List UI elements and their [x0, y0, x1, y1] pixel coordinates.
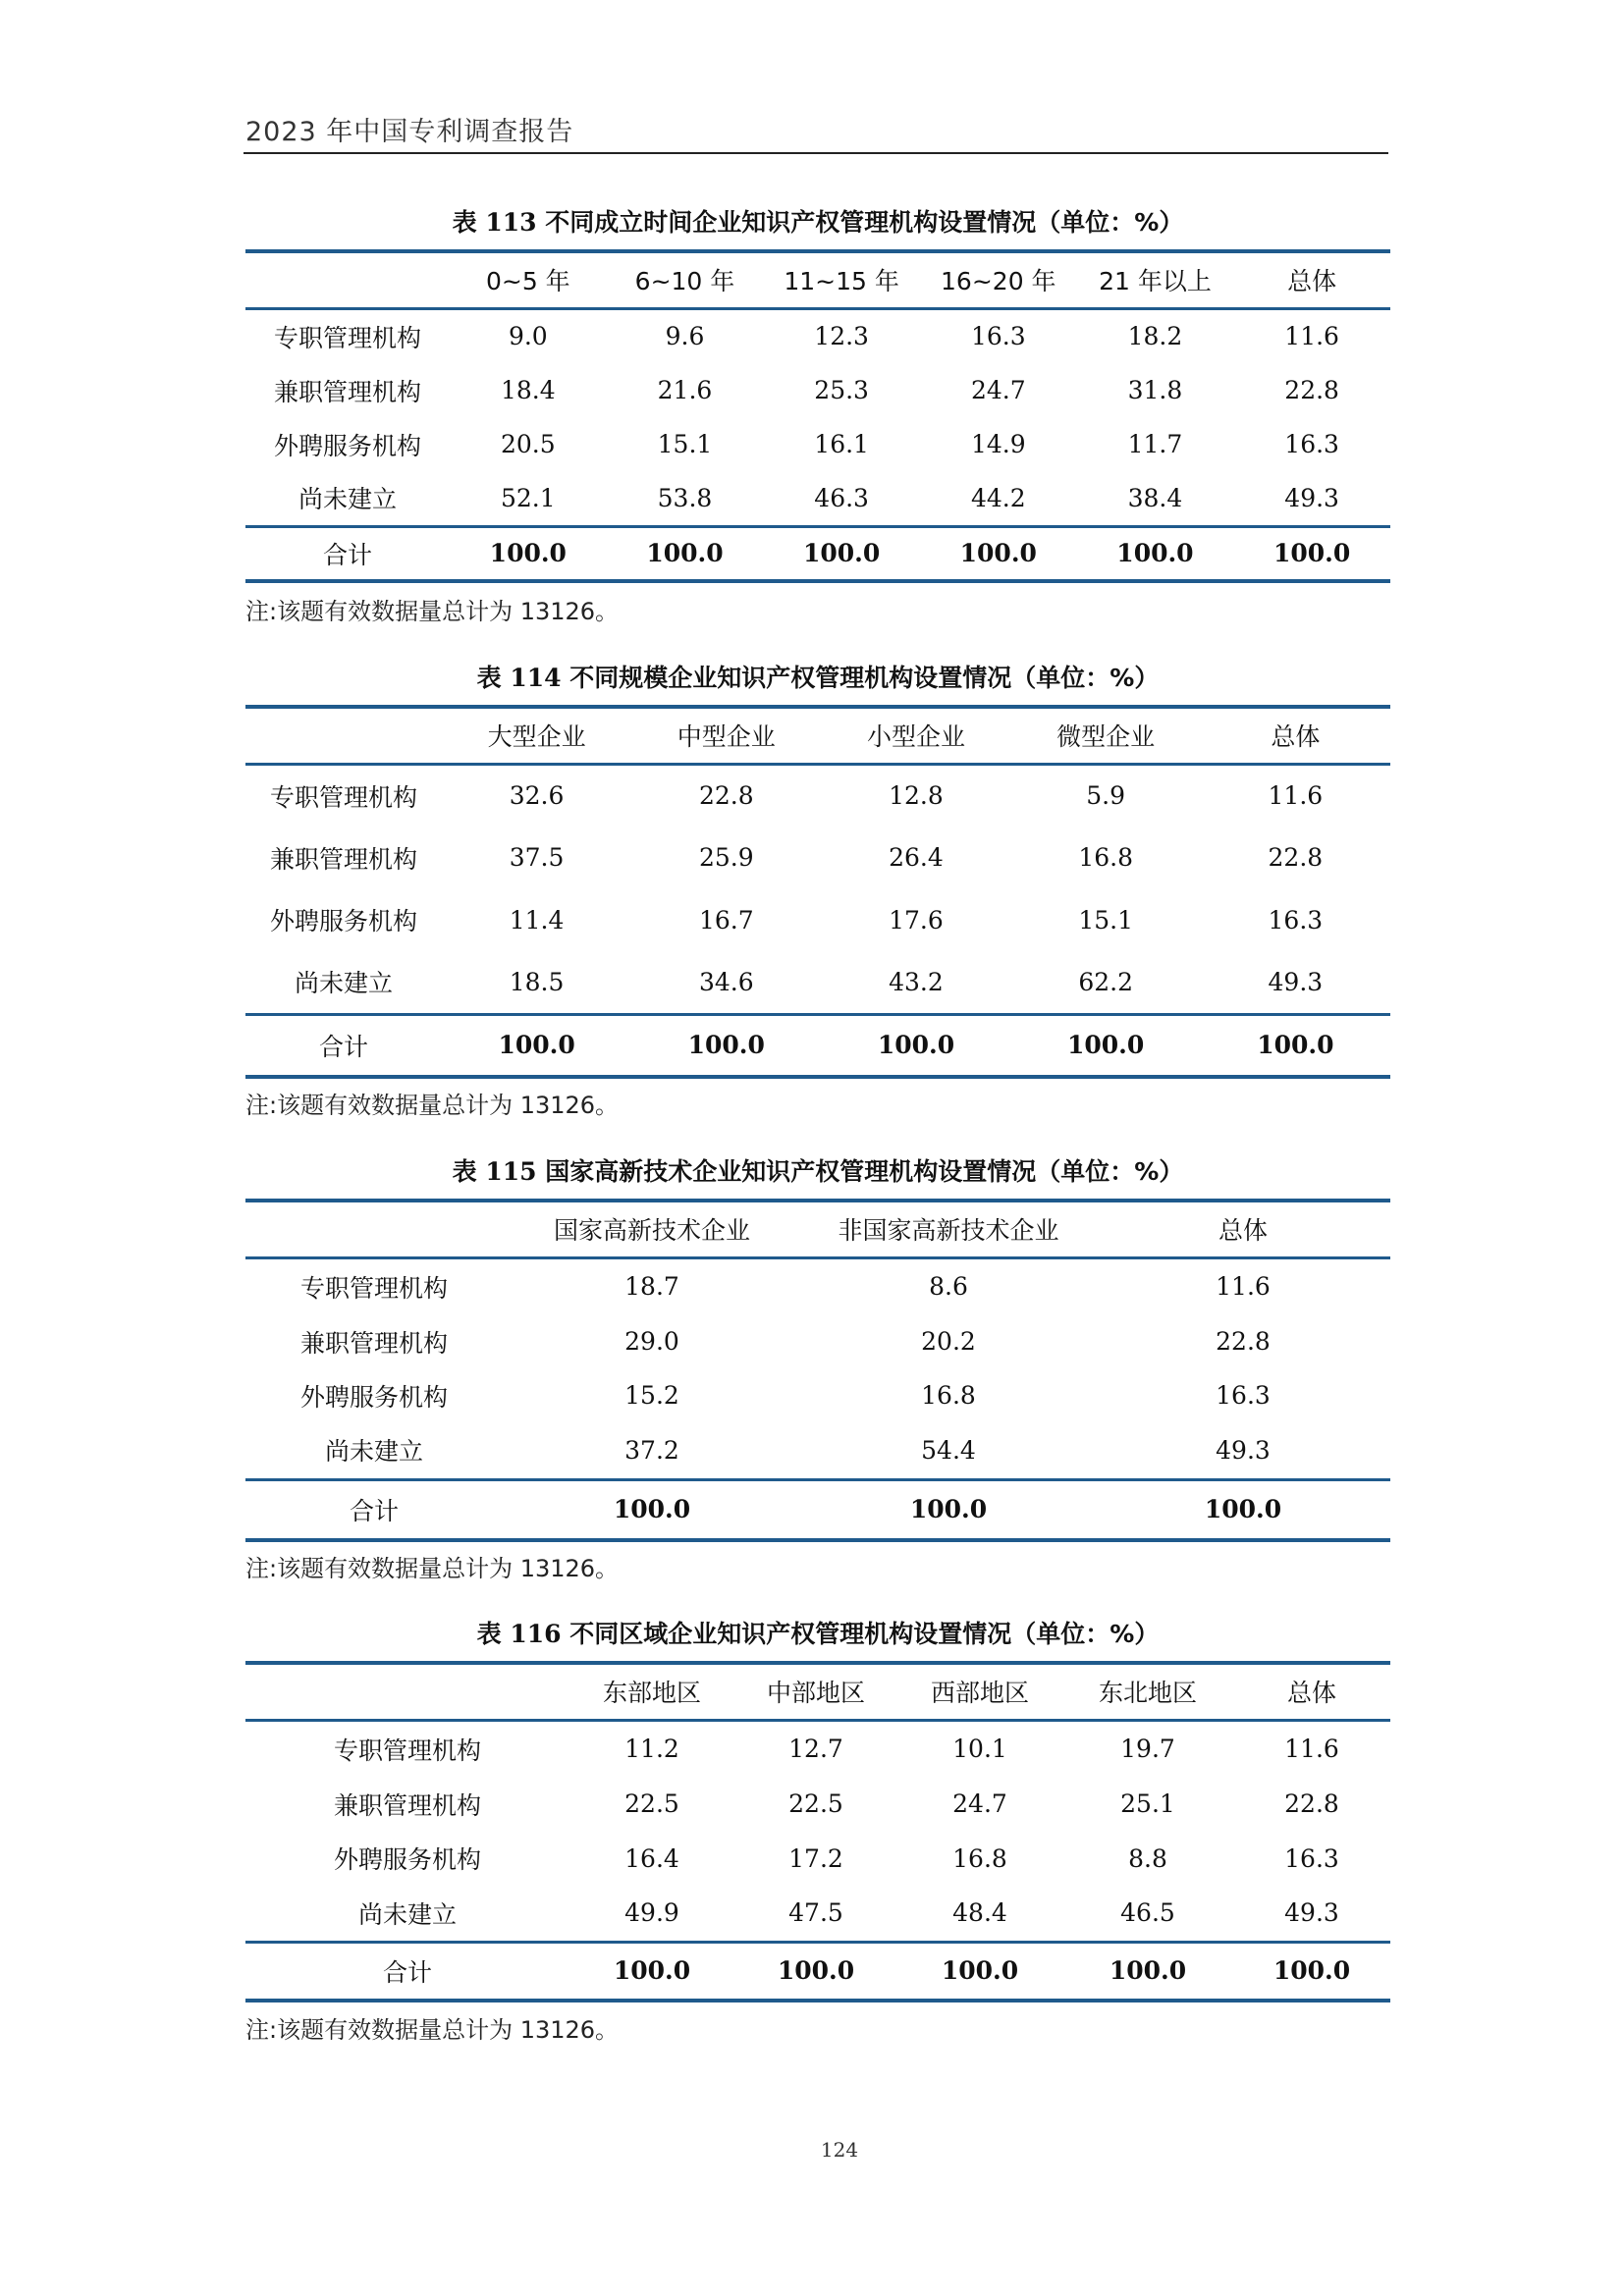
corner-cell — [245, 251, 450, 308]
table-cell: 49.3 — [1216, 1435, 1271, 1465]
table-row — [245, 764, 1390, 827]
row-label: 专职管理机构 — [299, 1273, 448, 1303]
row-label: 兼职管理机构 — [299, 1328, 448, 1358]
header-row — [245, 1201, 1390, 1257]
table-cell: 100.0 — [1204, 1495, 1282, 1524]
table-cell: 100.0 — [959, 539, 1037, 568]
table-cell: 25.9 — [698, 843, 754, 872]
table-cell: 24.7 — [970, 376, 1026, 404]
table-cell: 37.5 — [509, 843, 565, 872]
row-label: 尚未建立 — [298, 485, 397, 514]
table-cell: 22.5 — [624, 1789, 679, 1818]
column-header: 微型企业 — [1056, 722, 1156, 752]
row-label: 合计 — [318, 1032, 368, 1061]
table-cell: 26.4 — [889, 843, 944, 872]
table-cell: 100.0 — [777, 1956, 855, 1986]
table-cell: 44.2 — [970, 483, 1026, 512]
table-cell: 18.2 — [1127, 322, 1183, 351]
table-cell: 52.1 — [500, 483, 556, 512]
row-label: 专职管理机构 — [273, 323, 421, 352]
row-label: 外聘服务机构 — [333, 1845, 481, 1874]
table-cell: 16.7 — [698, 905, 754, 934]
table-cell: 100.0 — [613, 1956, 691, 1986]
table-cell: 20.2 — [921, 1327, 976, 1356]
column-header: 小型企业 — [866, 722, 965, 752]
table-cell: 18.5 — [509, 967, 565, 996]
column-header: 国家高新技术企业 — [553, 1216, 750, 1246]
table-row — [245, 1422, 1390, 1479]
row-label: 尚未建立 — [357, 1899, 457, 1929]
row-label: 尚未建立 — [294, 969, 393, 998]
page-number: 124 — [820, 2138, 859, 2162]
table-cell: 5.9 — [1086, 781, 1126, 811]
row-label: 兼职管理机构 — [333, 1790, 481, 1820]
table-cell: 16.8 — [1078, 843, 1133, 872]
table-cell: 29.0 — [624, 1327, 679, 1356]
table-cell: 17.2 — [788, 1843, 843, 1873]
table-cell: 12.8 — [889, 781, 944, 811]
data-table — [245, 1661, 1390, 2002]
row-label: 外聘服务机构 — [273, 431, 421, 460]
table-title: 不同规模企业知识产权管理机构设置情况（单位：%） — [569, 664, 1160, 692]
table-cell: 11.6 — [1284, 322, 1339, 351]
table-cell: 11.7 — [1127, 430, 1183, 458]
table-number: 表 115 — [452, 1157, 537, 1186]
data-table — [245, 705, 1390, 1079]
table-cell: 34.6 — [698, 967, 754, 996]
table-cell: 15.2 — [624, 1381, 679, 1410]
header-rule — [244, 152, 1388, 154]
row-label: 兼职管理机构 — [269, 844, 417, 874]
table-cell: 18.7 — [624, 1272, 679, 1302]
table-cell: 16.3 — [1284, 1843, 1339, 1873]
data-table — [245, 1199, 1390, 1542]
table-cell: 22.5 — [788, 1789, 843, 1818]
table-cell: 100.0 — [489, 539, 567, 568]
corner-cell — [245, 1201, 503, 1257]
table-cell: 8.8 — [1128, 1843, 1167, 1873]
row-label: 专职管理机构 — [333, 1735, 481, 1765]
table-cell: 14.9 — [970, 430, 1026, 458]
table-cell: 16.3 — [1216, 1381, 1271, 1410]
row-label: 外聘服务机构 — [269, 907, 417, 935]
table-cell: 16.8 — [952, 1843, 1007, 1873]
column-header: 0~5 年 — [485, 267, 570, 296]
column-header: 11~15 年 — [784, 267, 899, 296]
row-label: 专职管理机构 — [269, 782, 417, 812]
column-header: 16~20 年 — [941, 267, 1056, 296]
row-label: 兼职管理机构 — [273, 377, 421, 406]
table-row — [245, 1831, 1390, 1886]
table-block-116 — [245, 1616, 1390, 2002]
table-cell: 32.6 — [509, 781, 565, 811]
table-cell: 22.8 — [1268, 843, 1324, 872]
column-header: 东北地区 — [1098, 1679, 1197, 1708]
table-cell: 16.1 — [814, 430, 869, 458]
table-cell: 38.4 — [1127, 483, 1183, 512]
table-cell: 48.4 — [952, 1898, 1007, 1928]
table-cell: 12.7 — [788, 1735, 843, 1764]
column-header: 中型企业 — [677, 722, 776, 752]
table-cell: 100.0 — [802, 539, 881, 568]
table-caption — [245, 660, 1390, 697]
table-cell: 25.1 — [1120, 1789, 1175, 1818]
column-header: 西部地区 — [930, 1679, 1029, 1708]
table-cell: 49.3 — [1284, 1898, 1339, 1928]
table-note: 注:该题有效数据量总计为 13126。 — [245, 1092, 620, 1119]
table-cell: 20.5 — [500, 430, 556, 458]
column-header: 总体 — [1287, 267, 1337, 296]
table-cell: 10.1 — [952, 1735, 1007, 1764]
column-header: 非国家高新技术企业 — [838, 1216, 1059, 1246]
data-table — [245, 249, 1390, 583]
running-header: 2023 年中国专利调查报告 — [245, 117, 574, 147]
table-cell: 18.4 — [500, 376, 556, 404]
table-caption — [245, 204, 1390, 241]
column-header: 中部地区 — [766, 1679, 865, 1708]
table-cell: 16.8 — [921, 1381, 976, 1410]
table-block-115 — [245, 1153, 1390, 1542]
table-number: 表 114 — [476, 664, 562, 692]
row-label: 外聘服务机构 — [299, 1382, 448, 1412]
table-cell: 11.2 — [624, 1735, 679, 1764]
table-cell: 100.0 — [1257, 1031, 1334, 1060]
table-number: 表 116 — [476, 1620, 562, 1648]
table-cell: 11.6 — [1284, 1735, 1339, 1764]
total-row — [245, 526, 1390, 581]
table-row — [245, 363, 1390, 417]
total-row — [245, 1479, 1390, 1540]
table-cell: 9.0 — [508, 322, 548, 351]
table-row — [245, 1777, 1390, 1831]
table-cell: 15.1 — [1078, 905, 1133, 934]
column-header: 6~10 年 — [634, 267, 735, 296]
table-cell: 22.8 — [698, 781, 754, 811]
table-row — [245, 1720, 1390, 1777]
table-cell: 100.0 — [877, 1031, 955, 1060]
table-cell: 46.5 — [1120, 1898, 1175, 1928]
table-cell: 11.6 — [1216, 1272, 1271, 1302]
table-cell: 16.3 — [970, 322, 1026, 351]
table-cell: 46.3 — [814, 483, 869, 512]
header-row — [245, 707, 1390, 764]
table-caption — [245, 1153, 1390, 1191]
table-row — [245, 471, 1390, 526]
table-cell: 22.8 — [1216, 1327, 1271, 1356]
table-cell: 100.0 — [1109, 1956, 1187, 1986]
corner-cell — [245, 1663, 569, 1720]
column-header: 总体 — [1286, 1679, 1336, 1708]
table-block-113 — [245, 204, 1390, 583]
table-caption — [245, 1616, 1390, 1653]
table-cell: 22.8 — [1284, 376, 1339, 404]
table-title: 国家高新技术企业知识产权管理机构设置情况（单位：%） — [545, 1157, 1184, 1186]
header-row — [245, 251, 1390, 308]
table-cell: 100.0 — [1116, 539, 1194, 568]
table-cell: 31.8 — [1127, 376, 1183, 404]
table-cell: 49.9 — [624, 1898, 679, 1928]
table-row — [245, 308, 1390, 363]
table-cell: 19.7 — [1120, 1735, 1175, 1764]
table-title: 不同成立时间企业知识产权管理机构设置情况（单位：%） — [545, 208, 1184, 237]
column-header: 东部地区 — [602, 1679, 701, 1708]
table-cell: 16.3 — [1284, 430, 1339, 458]
table-row — [245, 1314, 1390, 1368]
table-note: 注:该题有效数据量总计为 13126。 — [245, 1555, 620, 1582]
table-cell: 49.3 — [1284, 483, 1339, 512]
table-cell: 100.0 — [909, 1495, 988, 1524]
table-cell: 9.6 — [665, 322, 705, 351]
table-cell: 43.2 — [889, 967, 944, 996]
table-cell: 21.6 — [657, 376, 713, 404]
column-header: 21 年以上 — [1099, 267, 1212, 296]
corner-cell — [245, 707, 442, 764]
table-cell: 49.3 — [1268, 967, 1324, 996]
table-cell: 11.4 — [509, 905, 565, 934]
table-cell: 100.0 — [941, 1956, 1019, 1986]
table-cell: 25.3 — [814, 376, 869, 404]
table-cell: 16.4 — [624, 1843, 679, 1873]
header-row — [245, 1663, 1390, 1720]
table-row — [245, 827, 1390, 888]
table-cell: 37.2 — [624, 1435, 679, 1465]
table-block-114 — [245, 660, 1390, 1079]
table-row — [245, 888, 1390, 951]
total-row — [245, 1942, 1390, 2001]
table-cell: 53.8 — [657, 483, 713, 512]
table-row — [245, 1257, 1390, 1314]
table-cell: 100.0 — [1067, 1031, 1145, 1060]
table-row — [245, 951, 1390, 1014]
row-label: 合计 — [349, 1496, 399, 1525]
table-cell: 16.3 — [1268, 905, 1324, 934]
total-row — [245, 1014, 1390, 1077]
table-row — [245, 1368, 1390, 1422]
table-cell: 47.5 — [788, 1898, 843, 1928]
table-row — [245, 417, 1390, 471]
table-cell: 100.0 — [613, 1495, 691, 1524]
column-header: 总体 — [1218, 1216, 1268, 1246]
table-row — [245, 1886, 1390, 1942]
table-cell: 24.7 — [952, 1789, 1007, 1818]
table-cell: 100.0 — [1272, 539, 1351, 568]
table-cell: 100.0 — [1272, 1956, 1351, 1986]
column-header: 大型企业 — [487, 722, 586, 752]
table-cell: 54.4 — [921, 1435, 976, 1465]
table-note: 注:该题有效数据量总计为 13126。 — [245, 2016, 620, 2044]
row-label: 合计 — [382, 1957, 432, 1987]
row-label: 尚未建立 — [324, 1437, 423, 1467]
table-cell: 15.1 — [657, 430, 713, 458]
table-number: 表 113 — [452, 208, 537, 237]
table-title: 不同区域企业知识产权管理机构设置情况（单位：%） — [569, 1620, 1160, 1648]
table-cell: 22.8 — [1284, 1789, 1339, 1818]
table-cell: 8.6 — [929, 1272, 968, 1302]
row-label: 合计 — [322, 540, 372, 569]
table-cell: 12.3 — [814, 322, 869, 351]
table-cell: 62.2 — [1078, 967, 1133, 996]
table-note: 注:该题有效数据量总计为 13126。 — [245, 598, 620, 625]
column-header: 总体 — [1271, 722, 1321, 752]
table-cell: 100.0 — [498, 1031, 575, 1060]
table-cell: 100.0 — [687, 1031, 765, 1060]
table-cell: 17.6 — [889, 905, 944, 934]
table-cell: 100.0 — [646, 539, 724, 568]
table-cell: 11.6 — [1268, 781, 1324, 811]
